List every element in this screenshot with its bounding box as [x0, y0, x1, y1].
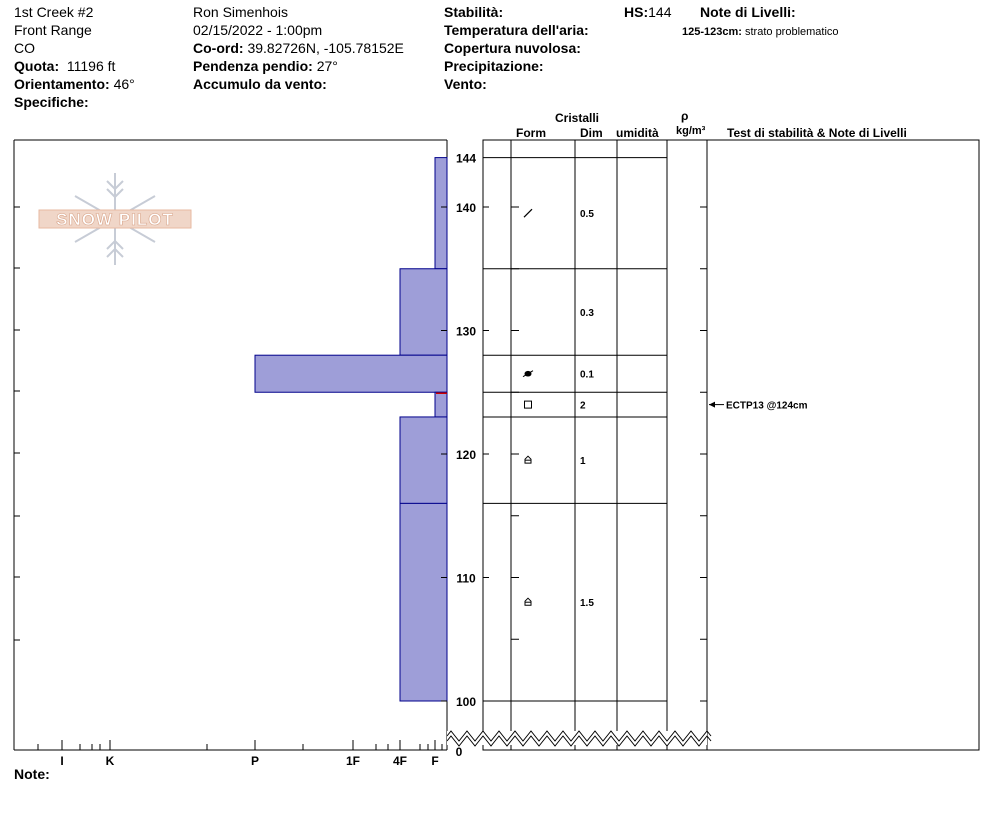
layer-dim-1: 0.3 [580, 307, 594, 319]
state: CO [14, 40, 35, 56]
wind-label: Vento: [444, 76, 487, 92]
note-label: Note: [14, 766, 50, 782]
aspect-value: 46° [113, 76, 135, 92]
faceted-crystal-icon [525, 401, 532, 408]
layer-dim-3: 2 [580, 400, 586, 412]
hardness-bar-0 [435, 158, 447, 269]
logo-text: SNOW PILOT [56, 210, 174, 229]
layer-dim-0: 0.5 [580, 209, 594, 221]
specifics-label: Specifiche: [14, 94, 89, 110]
form-header: Form [516, 126, 546, 140]
layer-notes-label: Note di Livelli: [700, 4, 796, 20]
layer-table-frame [483, 140, 979, 750]
site-name: 1st Creek #2 [14, 4, 94, 20]
observer-name: Ron Simenhois [193, 4, 288, 20]
air-temperature-label: Temperatura dell'aria: [444, 22, 589, 38]
height-label-110: 110 [456, 571, 476, 586]
dim-header: Dim [580, 126, 603, 140]
surface-hoar-icon [523, 371, 533, 377]
coord-label: Co-ord: [193, 40, 244, 56]
height-label-120: 120 [455, 448, 477, 462]
elevation-label: Quota: [14, 58, 60, 74]
hardness-bar-3 [435, 392, 447, 417]
height-label-130: 130 [455, 324, 477, 339]
hs-value: 144 [648, 4, 672, 20]
decomposing-fragments-icon [524, 209, 532, 217]
tests-notes-header: Test di stabilità & Note di Livelli [727, 126, 907, 140]
moisture-header: umidità [616, 126, 659, 140]
snowpilot-logo [39, 173, 191, 265]
layer-note-text: strato problematico [745, 26, 839, 38]
hardness-label-1F: 1F [345, 754, 361, 768]
layer-dim-2: 0.1 [580, 369, 594, 381]
axis-break-label: 0 [455, 745, 463, 759]
crystals-header: Cristalli [555, 111, 600, 125]
density-unit-header: kg/m³ [676, 125, 706, 137]
layer-dim-4: 1 [580, 456, 586, 468]
wind-loading-label: Accumulo da vento: [193, 76, 327, 92]
hardness-label-P: P [250, 754, 260, 768]
hardness-label-F: F [431, 754, 439, 768]
axis-break-zigzag [447, 731, 711, 746]
depth-hoar-icon [525, 456, 531, 463]
cloud-cover-label: Copertura nuvolosa: [444, 40, 581, 56]
hardness-bar-1 [400, 269, 447, 355]
coord-value: 39.82726N, -105.78152E [247, 40, 404, 56]
hs-label: HS: [624, 4, 649, 20]
rho-header: ρ [681, 109, 689, 123]
height-label-140: 140 [455, 201, 477, 215]
hs-axis-label: 144 [455, 151, 477, 166]
slope-value: 27° [316, 58, 338, 74]
precipitation-label: Precipitazione: [444, 58, 544, 74]
hardness-bar-2 [255, 355, 447, 392]
hardness-label-4F: 4F [392, 754, 408, 768]
test-label-0: ECTP13 @124cm [726, 400, 808, 412]
depth-hoar-icon [525, 598, 531, 605]
layer-note-range: 125-123cm: [682, 26, 742, 38]
stability-label: Stabilità: [444, 4, 504, 20]
test-arrow-head-0 [709, 402, 715, 408]
hardness-bar-5 [400, 503, 447, 701]
height-label-100: 100 [455, 695, 477, 709]
hardness-label-K: K [105, 754, 115, 768]
observation-datetime: 02/15/2022 - 1:00pm [193, 22, 323, 38]
slope-label: Pendenza pendio: [193, 58, 313, 74]
hardness-bar-4 [400, 417, 447, 503]
mountain-range: Front Range [14, 22, 92, 38]
layer-dim-5: 1.5 [580, 598, 594, 610]
elevation-value: 11196 ft [66, 58, 116, 74]
hardness-label-I: I [60, 754, 64, 768]
aspect-label: Orientamento: [14, 76, 110, 92]
